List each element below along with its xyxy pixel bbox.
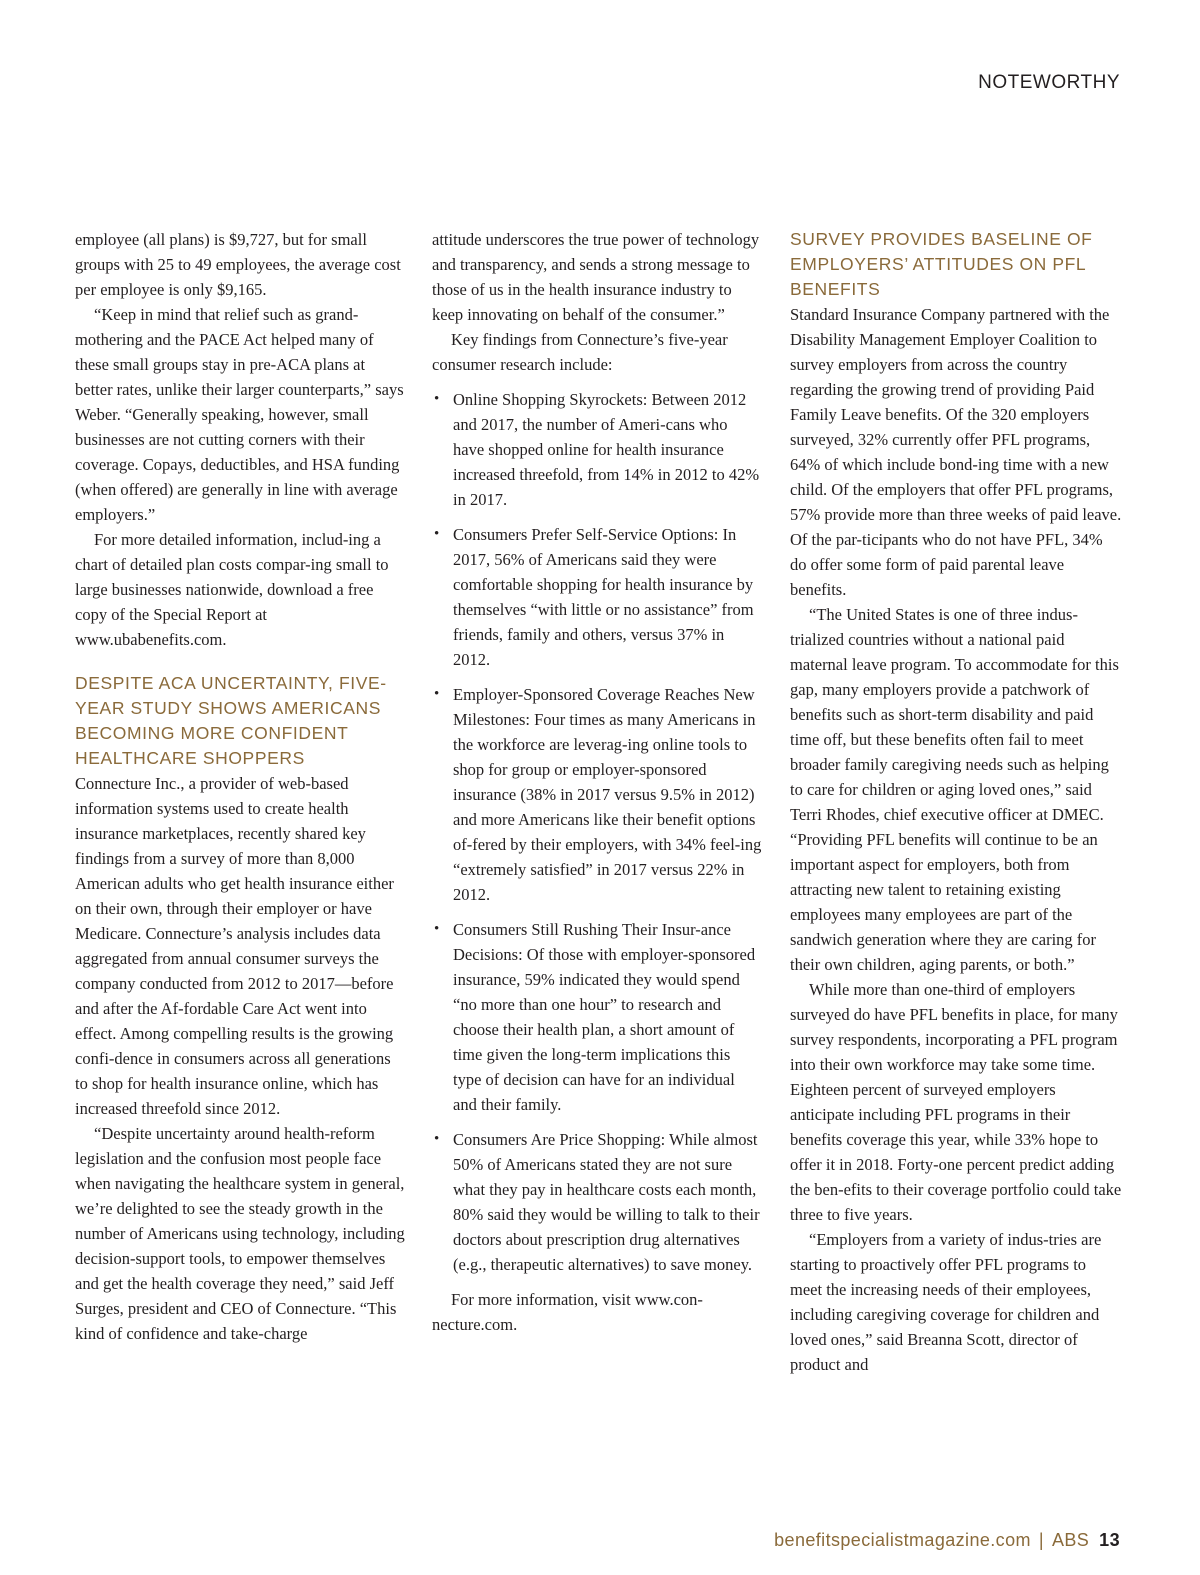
column-left (75, 227, 405, 1346)
column-right (790, 227, 1122, 1377)
paragraph: “The United States is one of three indus-trialized countries without a national paid maternal leave program. To accommodate for this gap, many employers provide a patchwork of benefits such as short-term disability and paid time off, but these benefits often fail to meet broader family caregiving needs such as helping to care for children or aging loved ones,” said Terri Rhodes, chief executive officer at DMEC. “Providing PFL benefits will continue to be an important aspect for employers, both from attracting new talent to retaining existing employees many employees are part of the sandwich generation where they are caring for their own children, aging parents, or both.” (790, 605, 1119, 974)
list-item-text: Consumers Prefer Self-Service Options: In 2017, 56% of Americans said they were comfortable shopping for health insurance by themselves “with little or no assistance” from friends, family and others, versus 37% in 2012. (453, 525, 754, 669)
bullet-icon: • (434, 921, 440, 937)
page-number: 13 (1099, 1530, 1120, 1550)
list-item (432, 917, 762, 1117)
article-heading: DESPITE ACA UNCERTAINTY, FIVE-YEAR STUDY SHOWS AMERICANS BECOMING MORE CONFIDENT HEALTHCARE SHOPPERS (75, 673, 387, 768)
bullet-icon: • (434, 686, 440, 702)
paragraph: While more than one-third of employers surveyed do have PFL benefits in place, for many survey respondents, incorporating a PFL program into their own workforce may take some time. Eighteen percent of surveyed employers anticipate including PFL programs in their benefits coverage this year, while 33% hope to offer it in 2018. Forty-one percent predict adding the ben-efits to their coverage portfolio could take three to five years. (790, 980, 1122, 1224)
findings-list (432, 387, 762, 1277)
article-heading: SURVEY PROVIDES BASELINE OF EMPLOYERS’ ATTITUDES ON PFL BENEFITS (790, 229, 1093, 299)
list-item-text: Employer-Sponsored Coverage Reaches New Milestones: Four times as many Americans in the workforce are leverag-ing online tools to shop for group or employer-sponsored insurance (38% in 2017 versus 9.5% in 2012) and more Americans like their benefit options of-fered by their employers, with 34% feel-ing “extremely satisfied” in 2017 versus 22% in 2012. (453, 685, 762, 904)
list-item-text: Consumers Are Price Shopping: While almost 50% of Americans stated they are not sure what they pay in healthcare costs each month, 80% said they would be willing to talk to their doctors about prescription drug alternatives (e.g., therapeutic alternatives) to save money. (453, 1130, 760, 1274)
footer-publication: ABS (1051, 1530, 1090, 1550)
paragraph: Key findings from Connecture’s five-year consumer research include: (432, 330, 728, 374)
list-item-text: Online Shopping Skyrockets: Between 2012 and 2017, the number of Ameri-cans who have shopped online for health insurance increased threefold, from 14% in 2012 to 42% in 2017. (453, 390, 760, 509)
column-middle (432, 227, 762, 1337)
paragraph: For more information, visit www.con-necture.com. (432, 1290, 703, 1334)
list-item (432, 1127, 762, 1277)
paragraph: Standard Insurance Company partnered with the Disability Management Employer Coalition to survey employers from across the country regarding the growing trend of providing Paid Family Leave benefits. Of the 320 employers surveyed, 32% currently offer PFL programs, 64% of which include bond-ing time with a new child. Of the employers that offer PFL programs, 57% provide more than three weeks of paid leave. Of the par-ticipants who do not have PFL, 34% do offer some form of paid parental leave benefits. (790, 305, 1122, 599)
list-item (432, 682, 762, 907)
paragraph: Connecture Inc., a provider of web-based information systems used to create health insurance marketplaces, recently shared key findings from a survey of more than 8,000 American adults who get health insurance either on their own, through their employer or have Medicare. Connecture’s analysis includes data aggregated from annual consumer surveys the company conducted from 2012 to 2017—before and after the Af-fordable Care Act went into effect. Among compelling results is the growing confi-dence in consumers across all generations to shop for health insurance online, which has increased threefold since 2012. (75, 774, 394, 1118)
paragraph: employee (all plans) is $9,727, but for small groups with 25 to 49 employees, the average cost per employee is only $9,165. (75, 230, 401, 299)
bullet-icon: • (434, 391, 440, 407)
bullet-icon: • (434, 1131, 440, 1147)
list-item-text: Consumers Still Rushing Their Insur-ance Decisions: Of those with employer-sponsored insurance, 59% indicated they would spend “no more than one hour” to research and choose their health plan, a short amount of time given the long-term implications this type of decision can have for an individual and their family. (453, 920, 756, 1114)
section-label: NOTEWORTHY (978, 72, 1120, 93)
list-item (432, 522, 762, 672)
bullet-icon: • (434, 526, 440, 542)
paragraph: “Keep in mind that relief such as grand-mothering and the PACE Act helped many of these small groups stay in pre-ACA plans at better rates, unlike their larger counterparts,” says Weber. “Generally speaking, however, small businesses are not cutting corners with their coverage. Copays, deductibles, and HSA funding (when offered) are generally in line with average employers.” (75, 305, 404, 524)
paragraph: “Despite uncertainty around health-reform legislation and the confusion most people face when navigating the healthcare system in general, we’re delighted to see the steady growth in the number of Americans using technology, including decision-support tools, to empower themselves and get the health coverage they need,” said Jeff Surges, president and CEO of Connecture. “This kind of confidence and take-charge (75, 1124, 405, 1343)
paragraph: “Employers from a variety of indus-tries are starting to proactively offer PFL programs to meet the increasing needs of their employees, including caregiving coverage for children and loved ones,” said Breanna Scott, director of product and (790, 1230, 1102, 1374)
footer-site: benefitspecialistmagazine.com (774, 1530, 1031, 1550)
list-item (432, 387, 762, 512)
footer-separator: | (1038, 1530, 1044, 1550)
page-footer (774, 1530, 1120, 1551)
paragraph: For more detailed information, includ-ing a chart of detailed plan costs compar-ing small to large businesses nationwide, download a free copy of the Special Report at www.ubabenefits.com. (75, 530, 389, 649)
paragraph: attitude underscores the true power of technology and transparency, and sends a strong message to those of us in the health insurance industry to keep innovating on behalf of the consumer.” (432, 230, 760, 324)
